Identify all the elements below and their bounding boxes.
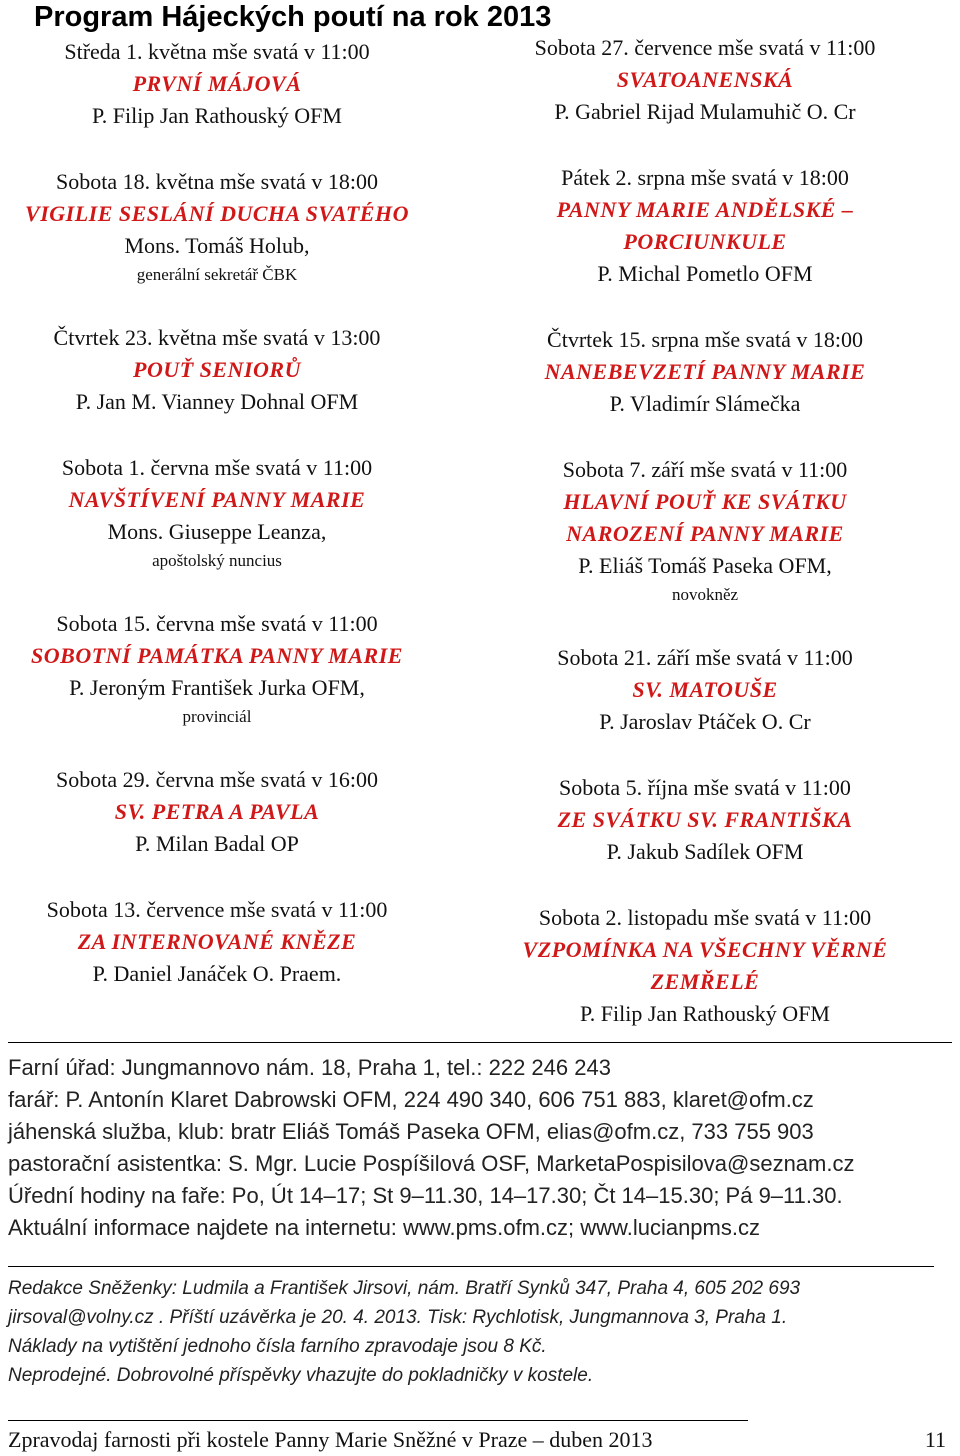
event-block xyxy=(56,764,378,860)
event-date: Sobota 29. června mše svatá v 16:00 xyxy=(56,767,378,792)
event-date: Čtvrtek 23. května mše svatá v 13:00 xyxy=(53,325,381,350)
event-date: Sobota 5. října mše svatá v 11:00 xyxy=(559,775,851,800)
event-block xyxy=(62,452,372,574)
event-block xyxy=(535,32,876,128)
event-date: Sobota 2. listopadu mše svatá v 11:00 xyxy=(538,905,872,930)
event-celebrant: P. Jaroslav Ptáček O. Cr xyxy=(599,709,811,734)
divider xyxy=(8,1042,952,1043)
event-name: NAROZENÍ PANNY MARIE xyxy=(566,521,844,546)
event-celebrant: P. Jan M. Vianney Dohnal OFM xyxy=(75,389,359,414)
event-date: Sobota 13. července mše svatá v 11:00 xyxy=(46,897,388,922)
event-block xyxy=(523,902,888,1030)
event-celebrant: P. Jeroným František Jurka OFM, xyxy=(69,675,365,700)
editorial-line: Redakce Sněženky: Ludmila a František Jirsovi, nám. Bratří Synků 347, Praha 4, 605 202 693 xyxy=(8,1278,801,1299)
editorial-line: Náklady na vytištění jednoho čísla farního zpravodaje jsou 8 Kč. xyxy=(8,1336,547,1357)
event-block xyxy=(563,454,848,608)
parish-office-line: Farní úřad: Jungmannovo nám. 18, Praha 1, tel.: 222 246 243 xyxy=(8,1055,611,1080)
event-block xyxy=(25,166,409,288)
event-celebrant: P. Gabriel Rijad Mulamuhič O. Cr xyxy=(554,99,856,124)
parish-priest-line: farář: P. Antonín Klaret Dabrowski OFM, 224 490 340, 606 751 883, klaret@ofm.cz xyxy=(8,1087,814,1112)
event-celebrant: P. Jakub Sadílek OFM xyxy=(606,839,804,864)
event-celebrant: P. Michal Pometlo OFM xyxy=(597,261,813,286)
event-name: ZE SVÁTKU SV. FRANTIŠKA xyxy=(557,807,853,832)
event-block xyxy=(545,324,866,420)
event-block xyxy=(557,162,854,290)
page-number: 11 xyxy=(924,1427,946,1452)
event-block xyxy=(31,608,403,730)
event-date: Pátek 2. srpna mše svatá v 18:00 xyxy=(561,165,849,190)
event-date: Sobota 18. května mše svatá v 18:00 xyxy=(55,169,378,194)
page-title: Program Hájeckých poutí na rok 2013 xyxy=(34,1,552,33)
event-celebrant: P. Filip Jan Rathouský OFM xyxy=(91,103,342,128)
event-date: Sobota 7. září mše svatá v 11:00 xyxy=(562,457,848,482)
event-name: POUŤ SENIORŮ xyxy=(133,357,301,382)
event-note: generální sekretář ČBK xyxy=(136,265,298,284)
event-note: provinciál xyxy=(182,707,252,726)
event-note: novokněz xyxy=(671,585,739,604)
pastoral-assistant-line: pastorační asistentka: S. Mgr. Lucie Pospíšilová OSF, MarketaPospisilova@seznam.cz xyxy=(8,1151,855,1176)
event-name: VZPOMÍNKA NA VŠECHNY VĚRNÉ xyxy=(522,937,888,962)
event-celebrant: P. Eliáš Tomáš Paseka OFM, xyxy=(578,553,832,578)
event-name: SV. MATOUŠE xyxy=(632,677,778,702)
event-name: ZEMŘELÉ xyxy=(650,969,760,994)
divider xyxy=(8,1266,934,1267)
event-celebrant: P. Vladimír Slámečka xyxy=(609,391,801,416)
event-date: Sobota 21. září mše svatá v 11:00 xyxy=(557,645,853,670)
event-block xyxy=(54,322,381,418)
event-date: Čtvrtek 15. srpna mše svatá v 18:00 xyxy=(547,327,863,352)
event-date: Středa 1. května mše svatá v 11:00 xyxy=(64,39,370,64)
event-name: VIGILIE SESLÁNÍ DUCHA SVATÉHO xyxy=(25,201,409,226)
schedule-column-right xyxy=(490,32,920,1064)
event-block xyxy=(47,894,388,990)
office-hours-line: Úřední hodiny na faře: Po, Út 14–17; St 9–11.30, 14–17.30; Čt 14–15.30; Pá 9–11.30. xyxy=(8,1183,843,1208)
event-name: NAVŠTÍVENÍ PANNY MARIE xyxy=(68,487,366,512)
event-name: PANNY MARIE ANDĚLSKÉ – xyxy=(556,197,854,222)
event-block xyxy=(558,772,853,868)
event-celebrant: Mons. Tomáš Holub, xyxy=(124,233,310,258)
editorial-line: Neprodejné. Dobrovolné příspěvky vhazujte do pokladničky v kostele. xyxy=(8,1365,594,1386)
parish-info xyxy=(8,1052,960,1244)
divider xyxy=(8,1420,748,1421)
event-celebrant: Mons. Giuseppe Leanza, xyxy=(107,519,327,544)
editorial-line: jirsoval@volny.cz . Příští uzávěrka je 20. 4. 2013. Tisk: Rychlotisk, Jungmannova 3, Praha 1. xyxy=(8,1307,788,1328)
event-name: PORCIUNKULE xyxy=(623,229,787,254)
editorial-info xyxy=(8,1274,958,1390)
website-line: Aktuální informace najdete na internetu: www.pms.ofm.cz; www.lucianpms.cz xyxy=(8,1215,760,1240)
event-name: SV. PETRA A PAVLA xyxy=(114,799,320,824)
event-name: PRVNÍ MÁJOVÁ xyxy=(132,71,302,96)
event-celebrant: P. Milan Badal OP xyxy=(135,831,299,856)
event-celebrant: P. Daniel Janáček O. Praem. xyxy=(92,961,342,986)
event-date: Sobota 1. června mše svatá v 11:00 xyxy=(61,455,373,480)
event-name: ZA INTERNOVANÉ KNĚZE xyxy=(77,929,357,954)
event-name: SOBOTNÍ PAMÁTKA PANNY MARIE xyxy=(31,643,403,668)
event-date: Sobota 27. července mše svatá v 11:00 xyxy=(534,35,876,60)
schedule-column-left xyxy=(2,36,432,1024)
event-block xyxy=(64,36,369,132)
event-name: SVATOANENSKÁ xyxy=(616,67,794,92)
event-name: NANEBEVZETÍ PANNY MARIE xyxy=(544,359,866,384)
event-name: HLAVNÍ POUŤ KE SVÁTKU xyxy=(563,489,847,514)
event-date: Sobota 15. června mše svatá v 11:00 xyxy=(56,611,378,636)
deacon-service-line: jáhenská služba, klub: bratr Eliáš Tomáš Paseka OFM, elias@ofm.cz, 733 755 903 xyxy=(8,1119,814,1144)
event-block xyxy=(557,642,853,738)
event-note: apoštolský nuncius xyxy=(152,551,282,570)
footer-title: Zpravodaj farnosti při kostele Panny Marie Sněžné v Praze – duben 2013 xyxy=(8,1427,653,1452)
event-celebrant: P. Filip Jan Rathouský OFM xyxy=(580,1001,830,1026)
